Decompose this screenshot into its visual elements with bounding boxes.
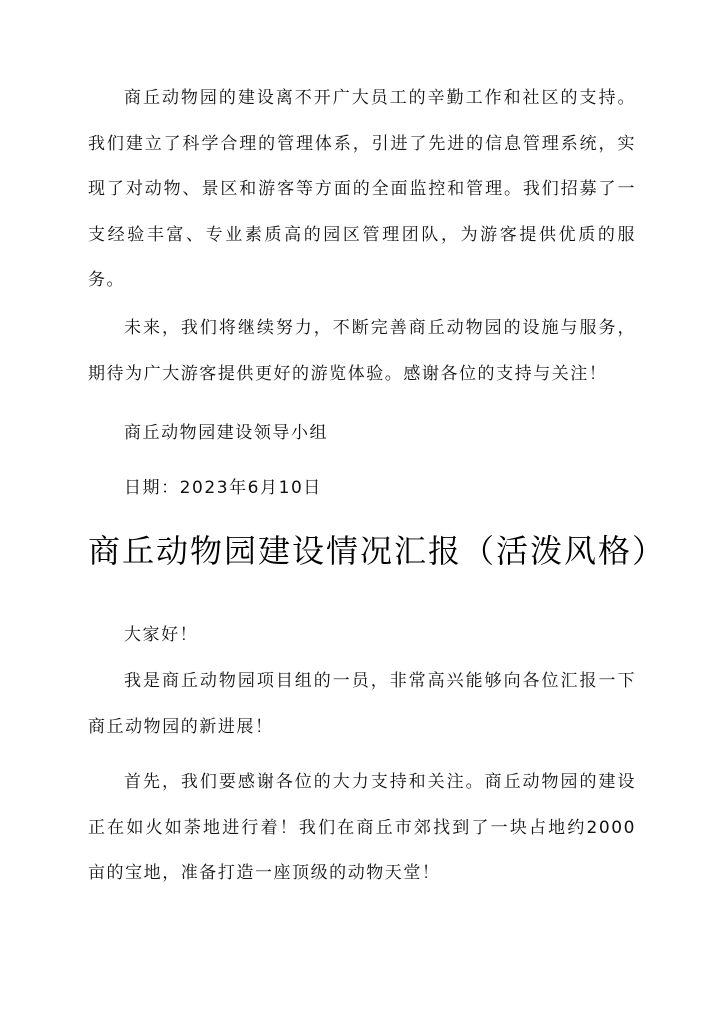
greeting-line: 大家好！ (124, 625, 199, 645)
body-paragraph: 未来，我们将继续努力，不断完善商丘动物园的设施与服务，期待为广大游客提供更好的游览体验。感谢各位的支持与关注！ (88, 318, 636, 384)
body-paragraph: 首先，我们要感谢各位的大力支持和关注。商丘动物园的建设正在如火如荼地进行着！我们在商丘市郊找到了一块占地约2000亩的宝地，准备打造一座顶级的动物天堂！ (88, 772, 636, 883)
signature-line: 商丘动物园建设领导小组 (124, 423, 329, 443)
date-line: 日期：2023年6月10日 (124, 478, 322, 498)
body-paragraph: 商丘动物园的建设离不开广大员工的辛勤工作和社区的支持。我们建立了科学合理的管理体系，引进了先进的信息管理系统，实现了对动物、景区和游客等方面的全面监控和管理。我们招募了一支经验丰富、专业素质高的园区管理团队，为游客提供优质的服务。 (88, 88, 636, 290)
section-title: 商丘动物园建设情况汇报（活泼风格） (88, 532, 667, 570)
body-paragraph: 我是商丘动物园项目组的一员，非常高兴能够向各位汇报一下商丘动物园的新进展！ (88, 671, 636, 737)
